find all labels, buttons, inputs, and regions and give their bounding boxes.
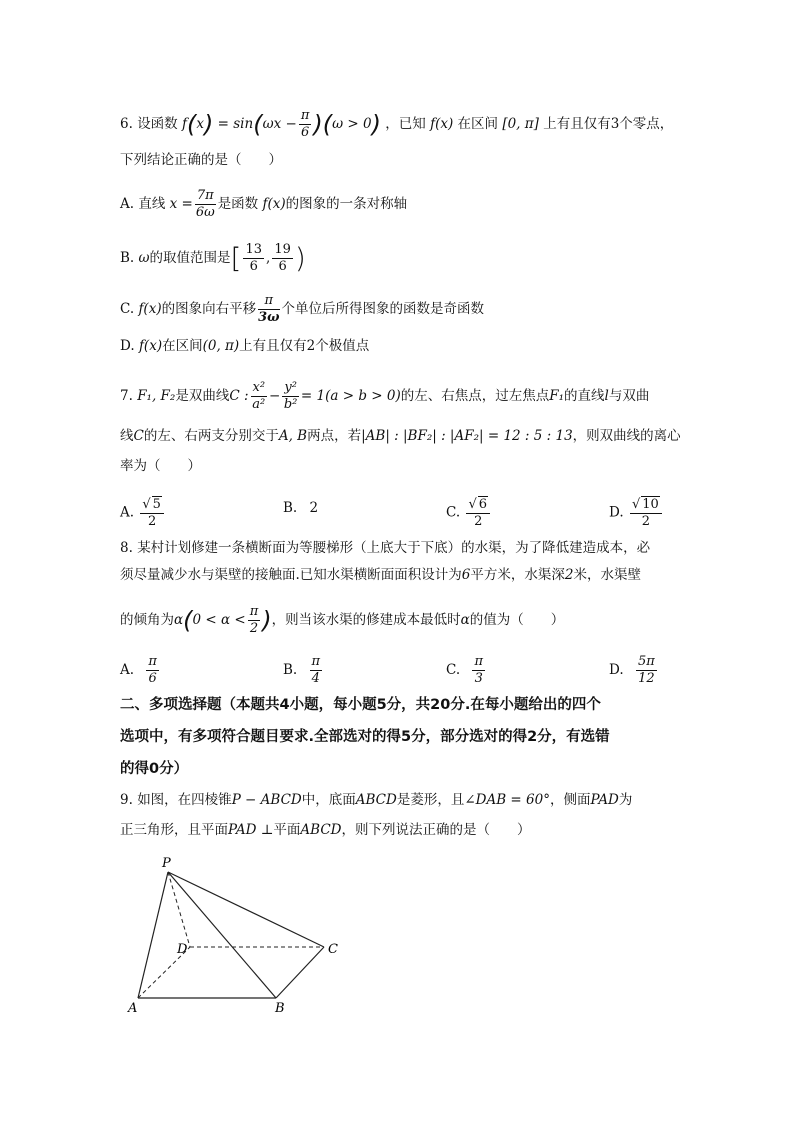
q8-stem-line3 — [120, 604, 564, 637]
edge-pa — [138, 872, 168, 998]
q9-text: 平面 — [273, 822, 301, 838]
q7-ab: A, B — [278, 428, 308, 444]
q7-stem-line2 — [120, 426, 681, 446]
q8-option-b — [283, 654, 324, 687]
q7-option-b — [283, 496, 318, 520]
q9-text: 正三角形，且平面 — [120, 822, 228, 838]
q6-interval-text: 在区间 — [457, 116, 499, 132]
option-label: D. — [120, 338, 135, 354]
q7-line-l: l — [604, 388, 609, 404]
q9-text: ，侧面 — [549, 792, 591, 808]
q6-c-fx: f(x) — [138, 301, 162, 317]
q6-text: 设函数 — [137, 116, 178, 132]
q9-text: 是菱形，且 — [396, 792, 465, 808]
q6-function: f(x) = sin(ωx − $\frac{\pi}{6}$ )(ω > 0) — [181, 108, 381, 140]
q6-mid: ，已知 — [385, 116, 426, 132]
q6-d-interval: (0, π) — [202, 338, 240, 354]
q9-number: 9. — [120, 792, 133, 808]
q7-hyperbola: C : $\frac{\text{x²}}{\text{a²}}$ − $\frac{\text{y²}}{\text{b²}}$ = 1(a > b > 0) — [229, 380, 401, 412]
q6-option-b: B. ω的取值范围是[ $\frac{13}{6}$ , $\frac{19}{6}$ ) — [120, 241, 306, 275]
q7-text: 的直线 — [564, 388, 605, 404]
option-label: D. — [609, 662, 624, 678]
q6-a-text3: 的图象的一条对称轴 — [285, 196, 408, 212]
q7-text: 的左、右焦点，过左焦点 — [400, 388, 550, 404]
option-label: C. — [446, 662, 461, 678]
option-label: D. — [609, 504, 624, 521]
q7-option-a — [120, 496, 166, 530]
vertex-label-b: B — [275, 1001, 285, 1016]
q7-text: 与双曲 — [608, 388, 650, 404]
q8-c-value: $\frac{\pi}{3}$ — [474, 654, 483, 686]
option-label: B. — [283, 500, 298, 516]
q6-a-fx: f(x) — [262, 196, 286, 212]
q8-area: 6 — [461, 567, 471, 583]
q6-option-c — [120, 293, 484, 326]
q8-a-value: $\frac{\pi}{6}$ — [148, 654, 157, 686]
q8-text: 某村计划修建一条横断面为等腰梯形（上底大于下底）的水渠，为了降低建造成本，必 — [137, 540, 651, 556]
vertex-label-d: D — [177, 942, 188, 957]
option-label: A. — [120, 662, 135, 678]
q7-d-value: $\frac{√ 10}{2}$ — [630, 496, 662, 530]
q6-b-range: [ — [230, 241, 242, 275]
edge-pc — [168, 872, 324, 947]
q6-a-math: x = $\frac{7\pi}{6\omega}$ — [169, 188, 215, 220]
q6-b-omega: ω — [138, 250, 150, 266]
q7-stem-line3: 率为（ ） — [120, 458, 201, 474]
q6-option-d — [120, 336, 369, 356]
pyramid-figure — [120, 850, 360, 1020]
vertex-label-a: A — [128, 1001, 138, 1016]
q6-a-text1: 直线 — [138, 196, 166, 212]
q6-stem-line1 — [120, 108, 673, 141]
q7-f1: F₁ — [549, 388, 564, 404]
q6-tail: 上有且仅有3个零点， — [543, 116, 674, 132]
q7-option-c — [446, 496, 492, 530]
option-label: C. — [120, 301, 135, 317]
edge-pb — [168, 872, 276, 998]
q8-alpha-range: α(0 < α < $\frac{\pi}{2}$ ) — [174, 604, 272, 636]
q7-text: 线 — [120, 428, 134, 444]
option-label: C. — [446, 504, 461, 521]
q6-interval: [0, π] — [502, 116, 539, 132]
q8-option-c — [446, 654, 487, 687]
q8-text: 的倾角为 — [120, 612, 174, 628]
q7-ratio: |AB| : |BF₂| : |AF₂| = 12 : 5 : 13 — [361, 428, 573, 444]
option-label: B. — [120, 250, 135, 266]
edge-bc — [276, 947, 324, 998]
q8-text: 米，水渠壁 — [573, 567, 641, 583]
q8-alpha: α — [460, 612, 470, 628]
q8-number: 8. — [120, 540, 133, 556]
q8-text: 的值为（ ） — [469, 612, 565, 628]
q7-option-d — [609, 496, 664, 530]
q6-stem-line2: 下列结论正确的是（ ） — [120, 152, 282, 168]
q8-depth: 2 — [564, 567, 574, 583]
q6-number: 6. — [120, 116, 133, 132]
q9-text: 为 — [618, 792, 633, 808]
q6-d-text1: 在区间 — [162, 338, 203, 354]
q9-text: 中，底面 — [301, 792, 356, 808]
q6-option-a — [120, 188, 407, 221]
q9-face: PAD — [590, 792, 619, 808]
section2-heading-line3: 的得0分） — [120, 761, 189, 777]
q6-c-frac: $\frac{\pi}{3\omega}$ — [258, 293, 280, 325]
q7-foci: F₁, F₂ — [137, 388, 176, 404]
vertex-label-p: P — [162, 856, 171, 871]
edge-pd — [168, 872, 190, 947]
q7-text: 是双曲线 — [175, 388, 230, 404]
q8-text: 须尽量减少水与渠壁的接触面.已知水渠横断面面积设计为 — [120, 567, 462, 583]
option-label: A. — [120, 196, 135, 212]
q6-c-text2: 个单位后所得图象的函数是奇函数 — [281, 301, 485, 317]
q9-stem-line2 — [120, 820, 530, 840]
q6-d-text2: 上有且仅有2个极值点 — [239, 338, 370, 354]
q9-base: ABCD — [355, 792, 397, 808]
q6-b-text: 的取值范围是 — [149, 250, 231, 266]
q6-fx: f(x) — [430, 116, 454, 132]
q6-a-text2: 是函数 — [217, 196, 259, 212]
q8-option-d — [609, 654, 659, 687]
q8-b-value: $\frac{\pi}{4}$ — [311, 654, 321, 686]
q7-text: 两点，若 — [307, 428, 362, 444]
q9-angle: ∠DAB = 60° — [464, 792, 550, 808]
q8-stem-line2 — [120, 565, 641, 585]
q9-text: 如图，在四棱锥 — [137, 792, 232, 808]
q7-number: 7. — [120, 388, 133, 404]
q7-b-value: 2 — [309, 500, 319, 516]
q6-d-fx: f(x) — [138, 338, 163, 354]
q7-text: 的左、右两支分别交于 — [143, 428, 279, 444]
q7-a-value: $\frac{√ 5}{2}$ — [140, 496, 164, 530]
q7-c: C — [133, 428, 144, 444]
option-label: A. — [120, 504, 135, 521]
section2-heading-line2: 选项中，有多项符合题目要求.全部选对的得5分，部分选对的得2分，有选错 — [120, 729, 610, 745]
q9-base: ABCD — [300, 822, 342, 838]
q8-option-a — [120, 654, 161, 687]
q9-perp: PAD ⊥ — [228, 822, 274, 838]
q9-pyramid: P − ABCD — [231, 792, 302, 808]
q8-text: ，则当该水渠的修建成本最低时 — [271, 612, 461, 628]
vertex-label-c: C — [328, 942, 338, 957]
q8-stem-line1 — [120, 538, 650, 558]
q6-c-text1: 的图象向右平移 — [161, 301, 257, 317]
q9-stem-line1 — [120, 790, 632, 810]
q8-d-value: $\frac{5\pi}{12}$ — [637, 654, 655, 686]
q7-c-value: $\frac{√ 6}{2}$ — [466, 496, 490, 530]
q7-stem-line1 — [120, 380, 649, 413]
q8-text: 平方米，水渠深 — [470, 567, 565, 583]
q7-text: ，则双曲线的离心 — [572, 428, 681, 444]
section2-heading-line1: 二、多项选择题（本题共4小题，每小题5分，共20分.在每小题给出的四个 — [120, 697, 601, 713]
option-label: B. — [283, 662, 298, 678]
q9-text: ，则下列说法正确的是（ ） — [341, 822, 531, 838]
